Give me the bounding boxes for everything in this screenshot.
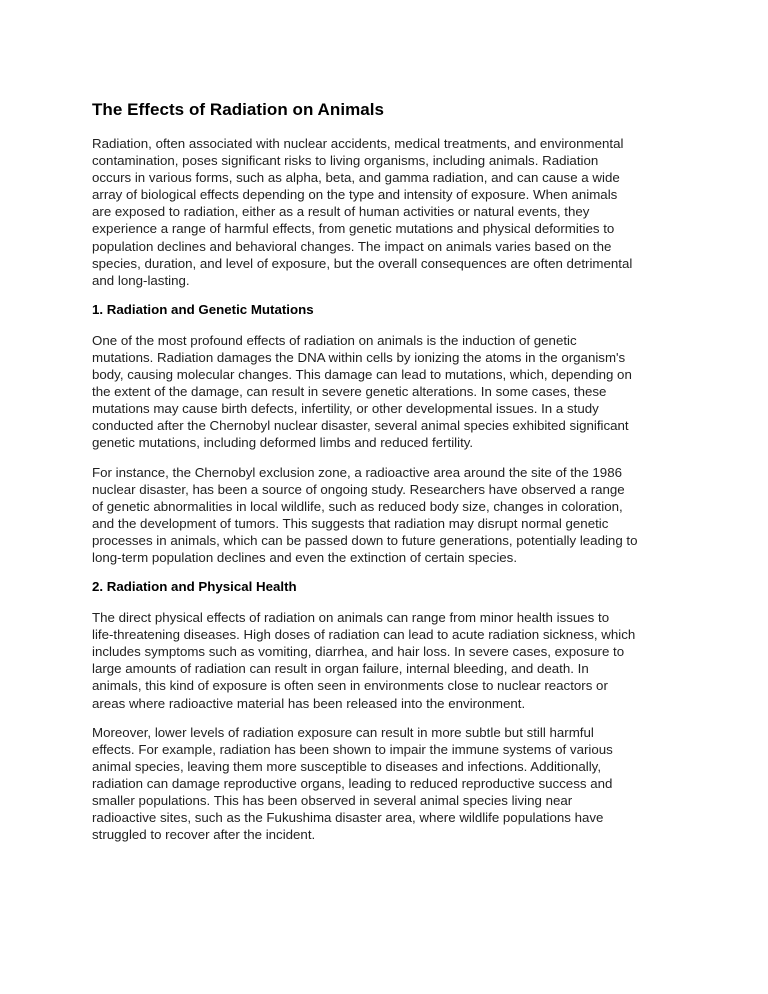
- text-line: occurs in various forms, such as alpha, beta, and gamma radiation, and can cause a wide: [92, 170, 620, 186]
- text-line: The direct physical effects of radiation on animals can range from minor health issues to: [92, 610, 610, 626]
- text-line: large amounts of radiation can result in organ failure, internal bleeding, and death. In: [92, 661, 589, 677]
- text-line: conducted after the Chernobyl nuclear disaster, several animal species exhibited significant: [92, 418, 629, 434]
- text-line: One of the most profound effects of radiation on animals is the induction of genetic: [92, 332, 577, 348]
- document-title: The Effects of Radiation on Animals: [92, 100, 385, 119]
- text-line: and the development of tumors. This suggests that radiation may disrupt normal genetic: [92, 515, 609, 531]
- text-line: of genetic abnormalities in local wildlife, such as reduced body size, changes in coloration,: [92, 498, 623, 514]
- text-line: animals, this kind of exposure is often seen in environments close to nuclear reactors or: [92, 678, 608, 694]
- text-line: experience a range of harmful effects, from genetic mutations and physical deformities to: [92, 221, 615, 237]
- section-heading-genetic-mutations: 1. Radiation and Genetic Mutations: [92, 301, 314, 317]
- text-line: Radiation, often associated with nuclear accidents, medical treatments, and environmental: [92, 136, 624, 151]
- text-line: smaller populations. This has been observed in several animal species living near: [92, 793, 573, 808]
- document-page: [92, 99, 692, 855]
- section-2-paragraph-2: [92, 724, 692, 844]
- text-line: are exposed to radiation, either as a result of human activities or natural events, they: [92, 204, 590, 220]
- section-1-paragraph-1: [92, 332, 692, 452]
- text-line: the extent of the damage, can result in severe genetic alterations. In some cases, these: [92, 384, 607, 400]
- text-line: long-term population declines and even the extinction of certain species.: [92, 549, 518, 565]
- text-line: animal species, leaving them more susceptible to diseases and infections. Additionally,: [92, 758, 602, 774]
- text-line: includes symptoms such as vomiting, diarrhea, and hair loss. In severe cases, exposure to: [92, 644, 625, 660]
- text-line: effects. For example, radiation has been shown to impair the immune systems of various: [92, 741, 613, 757]
- text-line: array of biological effects depending on the type and intensity of exposure. When animals: [92, 187, 618, 203]
- text-line: For instance, the Chernobyl exclusion zone, a radioactive area around the site of the 1986: [92, 464, 622, 480]
- text-line: areas where radioactive material has been released into the environment.: [92, 695, 526, 711]
- text-line: and long-lasting.: [92, 272, 190, 288]
- text-line: struggled to recover after the incident.: [92, 827, 316, 843]
- text-line: population declines and behavioral changes. The impact on animals varies based on the: [92, 238, 612, 254]
- text-line: species, duration, and level of exposure, but the overall consequences are often detrimental: [92, 255, 633, 271]
- text-line: nuclear disaster, has been a source of ongoing study. Researchers have observed a range: [92, 481, 625, 497]
- text-line: genetic mutations, including deformed limbs and reduced fertility.: [92, 435, 474, 451]
- text-line: life-threatening diseases. High doses of radiation can lead to acute radiation sickness, which: [92, 627, 636, 643]
- text-line: body, causing molecular changes. This damage can lead to mutations, which, depending on: [92, 367, 632, 383]
- section-1-paragraph-2: [92, 464, 692, 567]
- text-line: mutations may cause birth defects, infertility, or other developmental issues. In a study: [92, 401, 599, 417]
- section-2-paragraph-1: [92, 609, 692, 712]
- text-line: mutations. Radiation damages the DNA within cells by ionizing the atoms in the organism's: [92, 349, 626, 365]
- text-line: radiation can damage reproductive organs, leading to reduced reproductive success and: [92, 775, 613, 791]
- text-line: Moreover, lower levels of radiation exposure can result in more subtle but still harmful: [92, 724, 594, 740]
- text-line: radioactive sites, such as the Fukushima disaster area, where wildlife populations have: [92, 810, 604, 826]
- text-line: processes in animals, which can be passed down to future generations, potentially leading to: [92, 532, 638, 548]
- intro-paragraph: [92, 135, 692, 289]
- section-heading-physical-health: 2. Radiation and Physical Health: [92, 579, 297, 595]
- text-line: contamination, poses significant risks to living organisms, including animals. Radiation: [92, 153, 599, 169]
